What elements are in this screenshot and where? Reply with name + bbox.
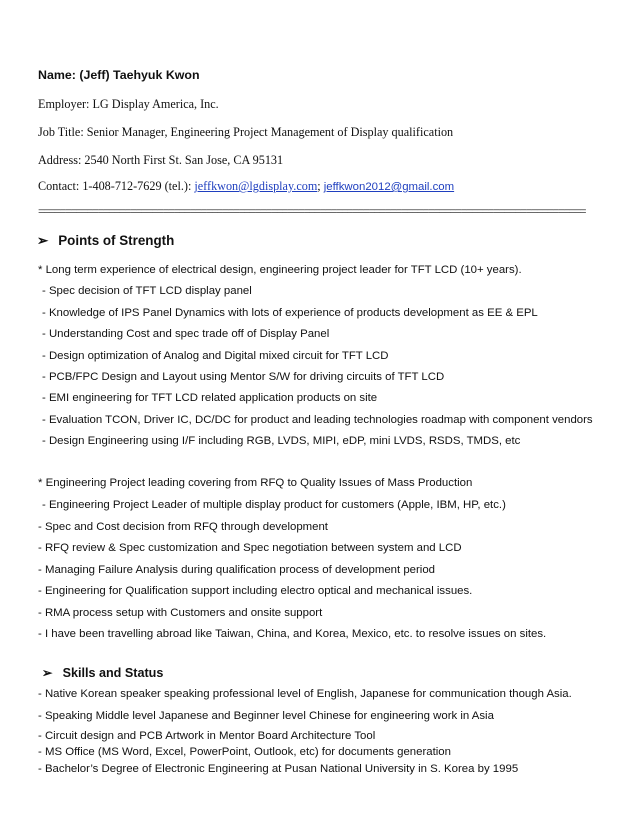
name-line: Name: (Jeff) Taehyuk Kwon — [38, 68, 200, 82]
strength-line-7: - EMI engineering for TFT LCD related application products on site — [42, 392, 378, 404]
strength-heading-text: Points of Strength — [58, 233, 175, 248]
address-line: Address: 2540 North First St. San Jose, CA 95131 — [38, 153, 284, 167]
strength-line-17: - I have been travelling abroad like Taiwan, China, and Korea, Mexico, etc. to resolve issues on sites. — [38, 628, 547, 640]
strength-line-14: - Managing Failure Analysis during qualification process of development period — [38, 564, 435, 576]
email-link-personal[interactable]: jeffkwon2012@gmail.com — [323, 181, 455, 193]
strength-heading — [37, 234, 174, 248]
strength-line-5: - Design optimization of Analog and Digital mixed circuit for TFT LCD — [42, 350, 389, 362]
strength-line-9: - Design Engineering using I/F including RGB, LVDS, MIPI, eDP, mini LVDS, RSDS, TMDS, etc — [42, 435, 521, 447]
skills-line-4: - MS Office (MS Word, Excel, PowerPoint, Outlook, etc) for documents generation — [38, 746, 451, 758]
arrow-bullet-icon: ➢ — [42, 666, 53, 680]
strength-line-8: - Evaluation TCON, Driver IC, DC/DC for product and leading technologies roadmap with component vendors — [42, 414, 593, 426]
strength-line-13: - RFQ review & Spec customization and Spec negotiation between system and LCD — [38, 542, 462, 554]
strength-line-10: * Engineering Project leading covering from RFQ to Quality Issues of Mass Production — [38, 477, 473, 489]
strength-line-12: - Spec and Cost decision from RFQ through development — [38, 521, 328, 533]
skills-heading-text: Skills and Status — [62, 666, 164, 680]
skills-line-3: - Circuit design and PCB Artwork in Mentor Board Architecture Tool — [38, 730, 376, 742]
job-title-line: Job Title: Senior Manager, Engineering Project Management of Display qualification — [38, 125, 454, 139]
strength-line-11: - Engineering Project Leader of multiple display product for customers (Apple, IBM, HP, etc.) — [42, 499, 506, 511]
email-link-work[interactable]: jeffkwon@lgdisplay.com — [194, 179, 318, 193]
contact-phone: Contact: 1-408-712-7629 (tel.): — [38, 179, 195, 193]
skills-heading — [42, 666, 163, 680]
skills-line-5: - Bachelor’s Degree of Electronic Engineering at Pusan National University in S. Korea by 1995 — [38, 763, 519, 775]
employer-line: Employer: LG Display America, Inc. — [38, 97, 219, 111]
divider-line: ===================================================================================================== — [38, 204, 586, 218]
strength-line-6: - PCB/FPC Design and Layout using Mentor S/W for driving circuits of TFT LCD — [42, 371, 445, 383]
strength-line-3: - Knowledge of IPS Panel Dynamics with lots of experience of products development as EE & EPL — [42, 307, 538, 319]
contact-line — [38, 179, 454, 194]
skills-line-1: - Native Korean speaker speaking professional level of English, Japanese for communication though Asia. — [38, 688, 572, 700]
arrow-bullet-icon: ➢ — [37, 233, 49, 248]
strength-line-16: - RMA process setup with Customers and onsite support — [38, 607, 323, 619]
strength-line-2: - Spec decision of TFT LCD display panel — [42, 285, 252, 297]
contact-separator: ; — [317, 179, 324, 193]
skills-line-2: - Speaking Middle level Japanese and Beginner level Chinese for engineering work in Asia — [38, 710, 494, 722]
strength-line-1: * Long term experience of electrical design, engineering project leader for TFT LCD (10+ years). — [38, 264, 522, 276]
strength-line-15: - Engineering for Qualification support including electro optical and mechanical issues. — [38, 585, 473, 597]
strength-line-4: - Understanding Cost and spec trade off of Display Panel — [42, 328, 330, 340]
